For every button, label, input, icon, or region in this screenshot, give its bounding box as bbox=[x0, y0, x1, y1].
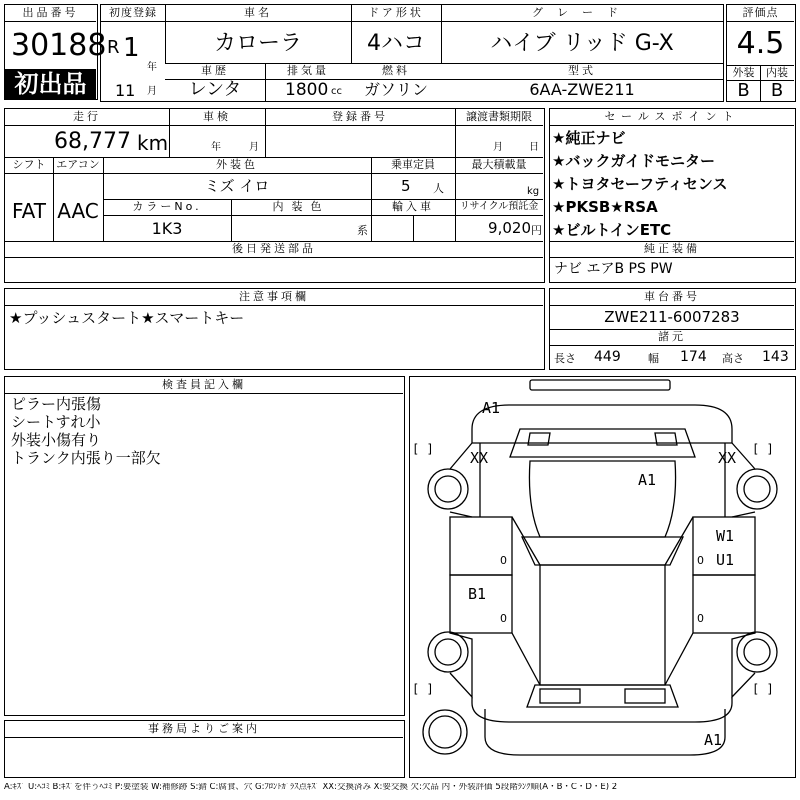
shift-label: シフト bbox=[5, 157, 53, 174]
damage-mark-rear-bumper: A1 bbox=[704, 731, 723, 749]
damage-mark-right-front-door-1: W1 bbox=[716, 527, 735, 545]
color: ミズ イロ bbox=[204, 177, 270, 195]
year-unit: 年 bbox=[147, 62, 157, 73]
reg-no-label: 登録番号 bbox=[265, 109, 455, 126]
ac-label: エアコン bbox=[53, 157, 103, 174]
maxload-label: 最大積載量 bbox=[455, 157, 543, 174]
lot-number-box bbox=[4, 4, 107, 100]
chassis-box bbox=[549, 288, 796, 370]
inspection-month-unit: 月 bbox=[249, 142, 259, 153]
damage-mark-left-rear-door: B1 bbox=[468, 585, 487, 603]
notes-label: 注意事項欄 bbox=[5, 289, 543, 306]
import-label: 輸入車 bbox=[371, 199, 455, 216]
model-label: 型式 bbox=[441, 63, 723, 80]
lot-number-label: 出品番号 bbox=[5, 5, 96, 22]
displacement-label: 排気量 bbox=[265, 63, 351, 80]
fuel: ガソリン bbox=[363, 80, 428, 99]
sales-point-4: ★PKSB★RSA bbox=[552, 198, 658, 216]
lot-number: 30188 bbox=[11, 28, 107, 63]
exterior-label: 外装 bbox=[732, 66, 755, 79]
car-diagram bbox=[410, 377, 795, 777]
score: 4.5 bbox=[736, 26, 785, 61]
sales-point-5: ★ビルトインETC bbox=[552, 221, 672, 239]
damage-mark-front-bumper: A1 bbox=[482, 399, 501, 417]
inspector-line-3: 外装小傷有り bbox=[11, 431, 102, 449]
recycle-fee: 9,020 bbox=[488, 219, 531, 237]
office-label: 事務局よりご案内 bbox=[5, 721, 403, 738]
inspector-box bbox=[4, 376, 405, 716]
history-label: 車歴 bbox=[165, 63, 265, 80]
notes-box bbox=[4, 288, 545, 370]
first-reg-label: 初度登録 bbox=[101, 5, 165, 22]
door-marker-left-front: 0 bbox=[500, 554, 507, 567]
interior-label: 内装 bbox=[766, 66, 788, 79]
interior-color-unit: 系 bbox=[357, 224, 368, 237]
transfer-label: 譲渡書類期限 bbox=[455, 109, 543, 126]
interior-color-label: 内装色 bbox=[231, 199, 371, 216]
sales-points-box bbox=[549, 108, 796, 283]
sales-points-label: セールスポイント bbox=[550, 109, 794, 126]
inspection-year-unit: 年 bbox=[211, 142, 221, 153]
inspection-label: 車検 bbox=[169, 109, 265, 126]
color-label: 外装色 bbox=[103, 157, 371, 174]
later-parts-label: 後日発送部品 bbox=[5, 241, 543, 258]
grade: ハイブ リッド G-X bbox=[490, 31, 674, 56]
era: R bbox=[107, 37, 120, 58]
equipment-label: 純正装備 bbox=[550, 241, 794, 258]
ac: AAC bbox=[57, 199, 99, 223]
color-no: 1K3 bbox=[151, 219, 183, 238]
door-label: ドア形状 bbox=[351, 5, 441, 22]
bracket-right-front: [ ] bbox=[752, 442, 774, 456]
grade-label: グレード bbox=[441, 5, 723, 22]
fuel-label: 燃料 bbox=[351, 63, 441, 80]
height: 143 bbox=[762, 349, 789, 365]
sales-point-1: ★純正ナビ bbox=[552, 129, 626, 147]
sales-point-2: ★バックガイドモニター bbox=[552, 152, 715, 170]
recycle-label: リサイクル預託金 bbox=[455, 199, 543, 216]
mileage: 68,777 bbox=[54, 129, 131, 154]
interior-grade: B bbox=[770, 80, 784, 101]
transfer-month-unit: 月 bbox=[493, 142, 503, 153]
sales-point-3: ★トヨタセーフティセンス bbox=[552, 175, 728, 193]
door-marker-left-rear: 0 bbox=[500, 612, 507, 625]
inspector-line-1: ピラー内張傷 bbox=[11, 395, 102, 413]
dims-label: 諸元 bbox=[550, 329, 794, 346]
bracket-right-rear: [ ] bbox=[752, 682, 774, 696]
bracket-left-rear: [ ] bbox=[412, 682, 434, 696]
car-name-label: 車名 bbox=[165, 5, 351, 22]
score-box bbox=[726, 4, 796, 102]
legend: A:ｷｽﾞ U:ﾍｺﾐ B:ｷｽﾞを伴うﾍｺﾐ P:要塗装 W:補修跡 S:錆 C:腐食、穴 G:ﾌﾛﾝﾄｶﾞﾗｽ点ｷｽﾞ XX:交換済み X:要交換 欠:欠品 内・外装評価 5段階ﾗﾝｸ順(A・B・C・D・E) 2 bbox=[4, 783, 618, 792]
era-year: 1 bbox=[123, 33, 140, 63]
length: 449 bbox=[594, 349, 621, 365]
color-no-label: カラーNo. bbox=[103, 199, 231, 216]
height-label: 高さ bbox=[722, 352, 744, 365]
month: 11 bbox=[115, 81, 136, 100]
mileage-unit: km bbox=[137, 131, 169, 155]
damage-mark-right-front-door-2: U1 bbox=[716, 551, 735, 569]
notes-text: ★プッシュスタート★スマートキー bbox=[9, 309, 245, 327]
cc-unit: cc bbox=[331, 86, 342, 97]
displacement: 1800 bbox=[285, 80, 329, 100]
mileage-label: 走行 bbox=[5, 109, 169, 126]
equipment: ナビ エアB PS PW bbox=[554, 261, 673, 277]
chassis-number: ZWE211-6007283 bbox=[604, 308, 740, 326]
width-label: 幅 bbox=[648, 352, 659, 365]
door-marker-right-front: 0 bbox=[697, 554, 704, 567]
capacity-unit: 人 bbox=[433, 182, 444, 195]
shift: FAT bbox=[11, 199, 46, 223]
capacity-label: 乗車定員 bbox=[371, 157, 455, 174]
yen-unit: 円 bbox=[531, 224, 542, 237]
damage-mark-left-fender: XX bbox=[470, 449, 489, 467]
width: 174 bbox=[680, 349, 707, 365]
length-label: 長さ bbox=[554, 352, 576, 365]
door: 4ハコ bbox=[367, 31, 425, 56]
transfer-day-unit: 日 bbox=[529, 142, 539, 153]
maxload-unit: kg bbox=[527, 186, 540, 197]
car-name: カローラ bbox=[213, 31, 302, 56]
score-label: 評価点 bbox=[727, 5, 794, 22]
inspector-label: 検査員記入欄 bbox=[5, 377, 403, 394]
car-diagram-box bbox=[409, 376, 796, 778]
first-listing-badge: 初出品 bbox=[5, 69, 96, 99]
damage-mark-right-fender: XX bbox=[718, 449, 737, 467]
exterior-grade: B bbox=[737, 80, 750, 101]
model: 6AA-ZWE211 bbox=[529, 80, 635, 99]
vehicle-info-box bbox=[100, 4, 724, 102]
capacity: 5 bbox=[401, 177, 411, 195]
damage-mark-hood: A1 bbox=[638, 471, 657, 489]
details-box bbox=[4, 108, 545, 283]
month-unit: 月 bbox=[147, 86, 157, 97]
inspector-line-4: トランク内張り一部欠 bbox=[11, 449, 161, 467]
door-marker-right-rear: 0 bbox=[697, 612, 704, 625]
chassis-label: 車台番号 bbox=[550, 289, 794, 306]
office-box bbox=[4, 720, 405, 778]
bracket-left-front: [ ] bbox=[412, 442, 434, 456]
history: レンタ bbox=[188, 79, 242, 100]
inspector-line-2: シートすれ小 bbox=[11, 413, 101, 431]
